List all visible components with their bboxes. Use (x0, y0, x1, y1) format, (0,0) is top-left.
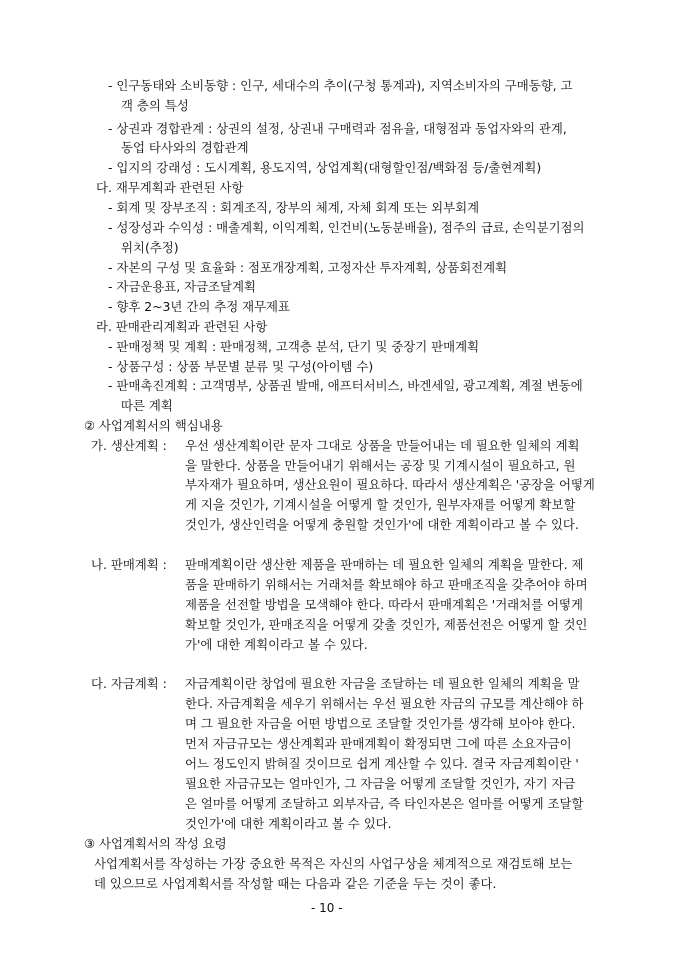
text-line: - 자금운용표, 자금조달계획 (108, 279, 256, 294)
text-line: - 판매정책 및 계획 : 판매정책, 고객층 분석, 단기 및 중장기 판매계획 (108, 339, 480, 354)
text-line: 우선 생산계획이란 문자 그대로 상품을 만들어내는 데 필요한 일체의 계획 (185, 438, 580, 453)
text-line: 게 지을 것인가, 기계시설을 어떻게 할 것인가, 원부자재를 어떻게 확보할 (185, 497, 576, 512)
text-line: - 성장성과 수익성 : 매출계획, 이익계획, 인건비(노동분배율), 점주의 급료, 손익분기점의 (108, 220, 585, 235)
text-line: 품을 판매하기 위해서는 거래처를 확보해야 하고 판매조직을 갖추어야 하며 (185, 577, 588, 592)
text-line: 판매계획이란 생산한 제품을 판매하는 데 필요한 일체의 계획을 말한다. 제 (185, 557, 584, 572)
text-line: - 향후 2~3년 간의 추정 재무제표 (108, 299, 290, 314)
text-line: 을 말한다. 상품을 만들어내기 위해서는 공장 및 기계시설이 필요하고, 원 (185, 458, 576, 473)
text-line: 데 있으므로 사업계획서를 작성할 때는 다음과 같은 기준을 두는 것이 좋다. (94, 876, 497, 891)
text-line: 것인가, 생산인력을 어떻게 충원할 것인가'에 대한 계획이라고 볼 수 있다. (185, 517, 579, 532)
text-line: 며 그 필요한 자금을 어떤 방법으로 조달할 것인가를 생각해 보아야 한다. (185, 716, 576, 731)
text-line: - 회계 및 장부조직 : 회계조직, 장부의 체계, 자체 회계 또는 외부회계 (108, 200, 480, 215)
text-line: 자금계획이란 창업에 필요한 자금을 조달하는 데 필요한 일체의 계획을 말 (185, 676, 580, 691)
text-line: 사업계획서를 작성하는 가장 중요한 목적은 자신의 사업구상을 체계적으로 재검토해 보는 (94, 856, 573, 871)
text-line: 동업 타사와의 경합관계 (121, 140, 249, 155)
section-heading: 다. 재무계획과 관련된 사항 (96, 180, 244, 195)
text-line: - 입지의 강래성 : 도시계획, 용도지역, 상업계획(대형할인점/백화점 등/출현계획) (108, 160, 542, 175)
text-line: 은 얼마를 어떻게 조달하고 외부자금, 즉 타인자본은 얼마를 어떻게 조달할 (185, 796, 584, 811)
page-number: - 10 - (311, 901, 343, 915)
term-label: 가. 생산계획 : (91, 438, 167, 453)
text-line: 필요한 자금규모는 얼마인가, 그 자금을 어떻게 조달할 것인가, 자기 자금 (185, 776, 576, 791)
text-line: - 판매촉진계획 : 고객명부, 상품권 발매, 애프터서비스, 바겐세일, 광고계획, 계절 변동에 (108, 378, 583, 393)
text-line: 확보할 것인가, 판매조직을 어떻게 갖출 것인가, 제품선전은 어떻게 할 것인 (185, 617, 588, 632)
text-line: 어느 정도인지 밝혀질 것이므로 쉽게 계산할 수 있다. 결국 자금계획이란 ' (185, 756, 579, 771)
text-line: 먼저 자금규모는 생산계획과 판매계획이 확정되면 그에 따른 소요자금이 (185, 736, 572, 751)
text-line: - 자본의 구성 및 효율화 : 점포개장계획, 고정자산 투자계획, 상품회전계획 (108, 260, 508, 275)
text-line: 가'에 대한 계획이라고 볼 수 있다. (185, 637, 368, 652)
text-line: 위치(추정) (121, 240, 179, 255)
section-heading: 라. 판매관리계획과 관련된 사항 (96, 319, 268, 334)
text-line: 한다. 자금계획을 세우기 위해서는 우선 필요한 자금의 규모를 계산해야 하 (185, 696, 584, 711)
text-line: - 인구동태와 소비동향 : 인구, 세대수의 추이(구청 통계과), 지역소비자의 구매동향, 고 (108, 78, 573, 93)
text-line: 객 층의 특성 (121, 98, 189, 113)
text-line: 부자재가 필요하며, 생산요원이 필요하다. 따라서 생산계획은 '공장을 어떻게 (185, 477, 595, 492)
text-line: 제품을 선전할 방법을 모색해야 한다. 따라서 판매계획은 '거래처를 어떻게 (185, 597, 583, 612)
text-line: 따른 계획 (121, 398, 173, 413)
term-label: 나. 판매계획 : (91, 557, 167, 572)
text-line: - 상권과 경합관계 : 상권의 설정, 상권내 구매력과 점유율, 대형점과 동업자와의 관계, (108, 121, 567, 136)
text-line: 것인가'에 대한 계획이라고 볼 수 있다. (185, 816, 392, 831)
term-label: 다. 자금계획 : (91, 676, 167, 691)
text-line: - 상품구성 : 상품 부문별 분류 및 구성(아이템 수) (108, 359, 374, 374)
section-heading: ③ 사업계획서의 작성 요령 (84, 836, 227, 851)
section-heading: ② 사업계획서의 핵심내용 (84, 418, 223, 433)
